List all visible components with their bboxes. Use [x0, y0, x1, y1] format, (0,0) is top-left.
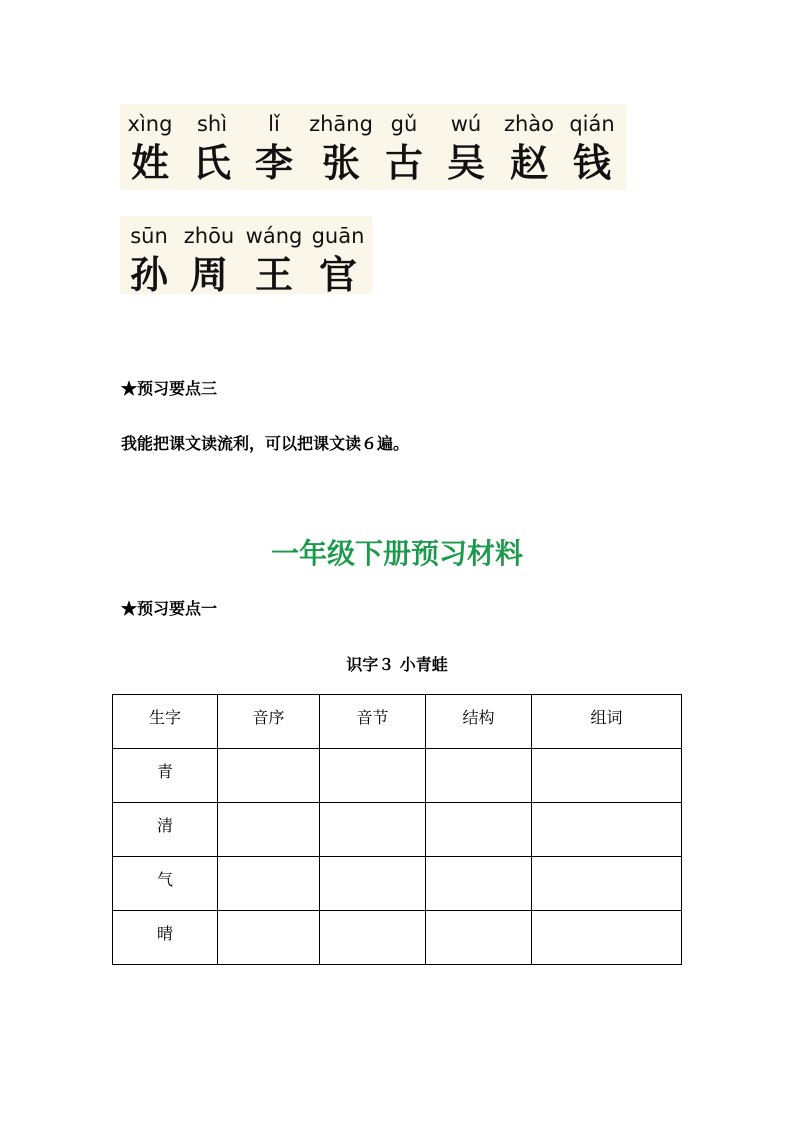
pinyin-text: guān: [311, 224, 365, 248]
table-header-cell: 生字: [113, 695, 218, 749]
hanzi-character: 姓: [130, 140, 169, 185]
table-cell-blank[interactable]: [426, 749, 532, 803]
pinyin-character-card-2: [120, 216, 372, 297]
table-header-row: [113, 695, 682, 749]
table-cell-blank[interactable]: [532, 857, 682, 911]
pinyin-text: zhāng: [309, 112, 373, 136]
reading-goal-text: 我能把课文读流利，可以把课文读６遍。: [121, 434, 410, 453]
pinyin-text: shì: [196, 112, 228, 136]
pinyin-text: zhōu: [183, 224, 235, 248]
hanzi-character: 赵: [509, 140, 548, 185]
hanzi-character: 官: [318, 252, 357, 297]
table-cell-blank[interactable]: [320, 749, 426, 803]
pinyin-text: wáng: [245, 224, 303, 248]
table-row: [113, 803, 682, 857]
hanzi-character: 张: [321, 140, 360, 185]
table-cell-blank[interactable]: [320, 803, 426, 857]
table-cell-blank[interactable]: [532, 803, 682, 857]
table-cell-blank[interactable]: [532, 749, 682, 803]
hanzi-character: 孙: [129, 252, 168, 297]
hanzi-character: 氏: [192, 140, 231, 185]
pinyin-text: zhào: [503, 112, 555, 136]
table-cell-blank[interactable]: [532, 911, 682, 965]
table-cell-character: 气: [113, 857, 218, 911]
table-header-cell: 组词: [532, 695, 682, 749]
section-one-heading: ★预习要点一: [121, 599, 218, 618]
table-header-cell: 音序: [218, 695, 320, 749]
lesson-title: 识字３ 小青蛙: [346, 655, 448, 674]
page-title: 一年级下册预习材料: [270, 537, 523, 570]
pinyin-text: sūn: [130, 224, 168, 248]
pinyin-text: qián: [569, 112, 615, 136]
pinyin-text: wú: [450, 112, 482, 136]
table-cell-blank[interactable]: [426, 911, 532, 965]
hanzi-character: 吴: [446, 140, 485, 185]
table-cell-character: 清: [113, 803, 218, 857]
character-worksheet-table: [112, 694, 682, 965]
hanzi-character: 王: [254, 252, 293, 297]
table-cell-blank[interactable]: [320, 911, 426, 965]
pinyin-text: gǔ: [390, 112, 418, 136]
table-cell-character: 晴: [113, 911, 218, 965]
table-row: [113, 857, 682, 911]
table-cell-blank[interactable]: [426, 857, 532, 911]
section-three-heading: ★预习要点三: [121, 379, 218, 398]
table-cell-blank[interactable]: [426, 803, 532, 857]
pinyin-text: xìng: [127, 112, 173, 136]
table-cell-blank[interactable]: [218, 857, 320, 911]
pinyin-text: lǐ: [268, 112, 280, 136]
table-cell-blank[interactable]: [218, 749, 320, 803]
table-cell-blank[interactable]: [320, 857, 426, 911]
table-row: [113, 749, 682, 803]
table-row: [113, 911, 682, 965]
table-cell-blank[interactable]: [218, 911, 320, 965]
hanzi-character: 古: [384, 140, 423, 185]
table-header-cell: 结构: [426, 695, 532, 749]
hanzi-character: 周: [189, 252, 228, 297]
hanzi-character: 钱: [572, 140, 611, 185]
table-cell-character: 青: [113, 749, 218, 803]
hanzi-character: 李: [254, 140, 293, 185]
table-header-cell: 音节: [320, 695, 426, 749]
table-cell-blank[interactable]: [218, 803, 320, 857]
pinyin-character-card-1: [120, 104, 626, 190]
